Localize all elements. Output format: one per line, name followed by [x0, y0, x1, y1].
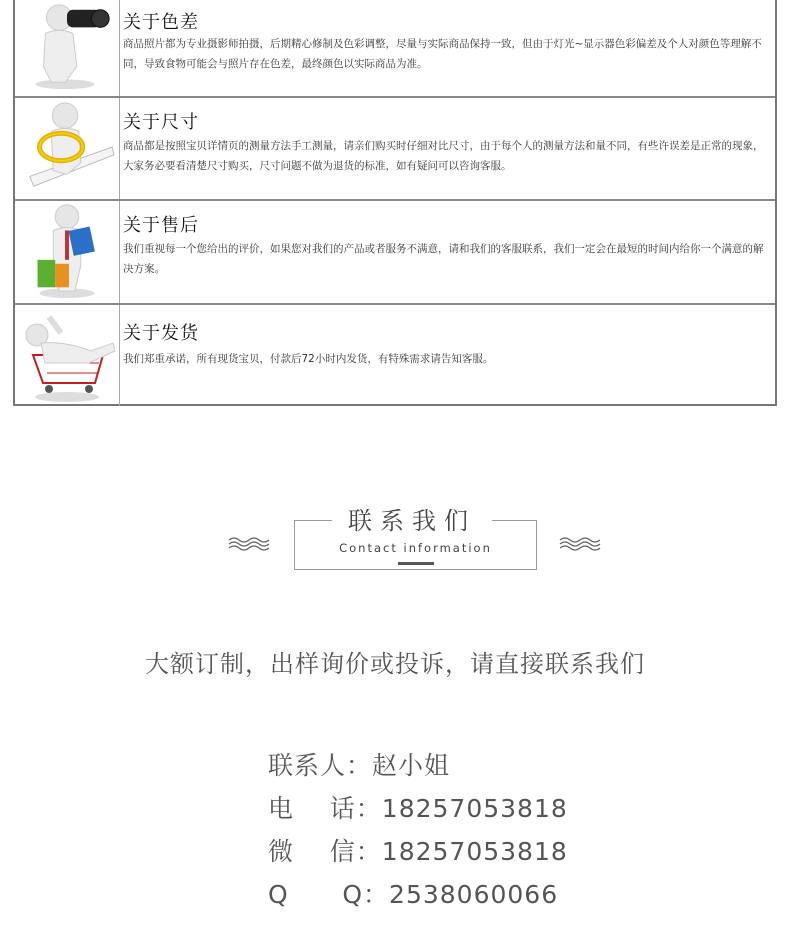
row-title-aftersale: 关于售后	[123, 215, 199, 236]
contact-tagline: 大额订制，出样询价或投诉，请直接联系我们	[145, 650, 645, 678]
detail-value: 赵小姐	[372, 751, 451, 780]
shopping-bags-icon	[15, 201, 120, 303]
detail-label: 电 话：	[268, 794, 382, 823]
info-row-aftersale	[15, 201, 775, 305]
shopping-cart-icon	[15, 305, 120, 406]
contact-underline	[398, 562, 434, 565]
info-row-shipping	[15, 305, 775, 406]
row-body-color: 商品照片都为专业摄影师拍摄，后期精心修制及色彩调整，尽量与实际商品保持一致，但由于灯光~显示器色彩偏差及个人对颜色等理解不同，导致食物可能会与照片存在色差，最终颜色以实际商品为准。	[123, 38, 762, 70]
contact-title: 联系我们	[332, 505, 492, 537]
row-title-shipping: 关于发货	[123, 323, 199, 344]
photographer-icon	[15, 0, 120, 96]
detail-value: 18257053818	[381, 837, 568, 866]
row-body-shipping: 我们郑重承诺，所有现货宝贝，付款后72小时内发货，有特殊需求请告知客服。	[123, 353, 494, 365]
detail-label: 联系人：	[268, 751, 373, 780]
row-body-size: 商品都是按照宝贝详情页的测量方法手工测量，请亲们购买时仔细对比尺寸，由于每个人的测量方法和量不同，有些许误差是正常的现象，大家务必要看清楚尺寸购买，尺寸问题不做为退货的标准，如有疑问可以咨询客服。	[123, 140, 764, 172]
info-table	[13, 0, 777, 406]
contact-phone	[268, 789, 568, 825]
row-body-aftersale: 我们重视每一个您给出的评价，如果您对我们的产品或者服务不满意，请和我们的客服联系，我们一定会在最短的时间内给你一个满意的解决方案。	[123, 243, 764, 275]
tape-measure-icon	[15, 98, 120, 199]
detail-value: 18257053818	[381, 794, 568, 823]
contact-subtitle: Contact information	[339, 541, 492, 555]
info-row-color	[15, 0, 775, 98]
info-row-size	[15, 98, 775, 201]
detail-label: Q Q：	[268, 880, 390, 909]
detail-value: 2538060066	[389, 880, 559, 909]
contact-person	[268, 746, 450, 782]
detail-label: 微 信：	[268, 837, 382, 866]
contact-wechat	[268, 832, 568, 868]
wave-left-icon	[227, 535, 273, 553]
wave-right-icon	[558, 535, 604, 553]
row-title-color: 关于色差	[123, 12, 199, 33]
contact-qq	[268, 875, 558, 911]
row-title-size: 关于尺寸	[123, 112, 199, 133]
